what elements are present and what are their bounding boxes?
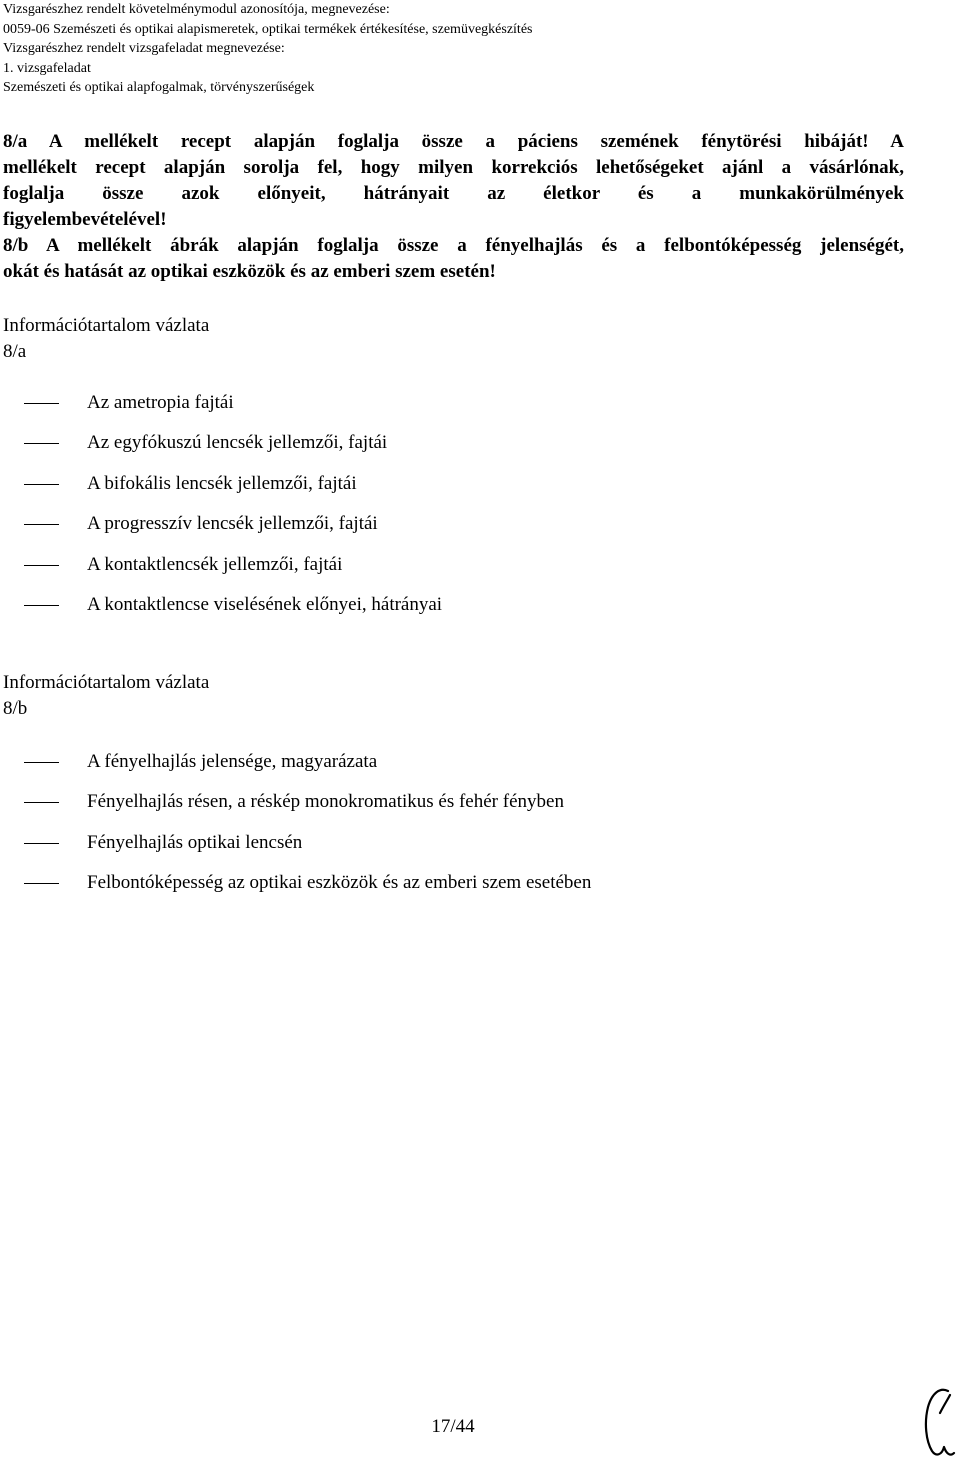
header-line: Szemészeti és optikai alapfogalmak, törvényszerűségek (3, 80, 315, 95)
header-line: Vizsgarészhez rendelt vizsgafeladat megnevezése: (3, 41, 285, 56)
task-8a-line: figyelembevételével! (3, 209, 167, 230)
list-item (0, 830, 940, 870)
task-8a-line: mellékelt recept alapján sorolja fel, hogy milyen korrekciós lehetőségeket ajánl a vásárlónak, (3, 157, 904, 178)
list-item-text: A fényelhajlás jelensége, magyarázata (87, 751, 378, 772)
dash-bullet-icon (24, 403, 59, 404)
list-item-text: A bifokális lencsék jellemzői, fajtái (87, 472, 357, 494)
task-8b-line: 8/b A mellékelt ábrák alapján foglalja össze a fényelhajlás és a felbontóképesség jelenségét, (3, 235, 904, 256)
list-item (0, 749, 940, 789)
list-item (0, 471, 940, 511)
section-a-list (0, 390, 940, 632)
list-item (0, 430, 940, 470)
list-item (0, 592, 940, 632)
list-item-text: Fényelhajlás optikai lencsén (87, 831, 303, 853)
dash-bullet-icon (24, 762, 59, 763)
list-item (0, 390, 940, 430)
section-a-heading: Információtartalom vázlata (3, 315, 210, 336)
section-b-list (0, 749, 940, 911)
header-line: Vizsgarészhez rendelt követelménymodul azonosítója, megnevezése: (3, 2, 390, 17)
list-item-text: A progresszív lencsék jellemzői, fajtái (87, 513, 378, 535)
section-a-label: 8/a (3, 341, 27, 362)
document-header (3, 0, 943, 98)
task-8a-line: 8/a A mellékelt recept alapján foglalja össze a páciens szemének fénytörési hibáját! A (3, 131, 904, 152)
list-item (0, 511, 940, 551)
list-item (0, 870, 940, 910)
list-item-text: A kontaktlencse viselésének előnyei, hátrányai (87, 593, 443, 615)
list-item (0, 789, 940, 829)
task-statement (3, 129, 904, 285)
dash-bullet-icon (24, 605, 59, 606)
dash-bullet-icon (24, 843, 59, 844)
dash-bullet-icon (24, 883, 59, 884)
dash-bullet-icon (24, 484, 59, 485)
list-item-text: A kontaktlencsék jellemzői, fajtái (87, 553, 343, 575)
signature-icon (918, 1383, 958, 1461)
header-line: 1. vizsgafeladat (3, 60, 91, 76)
header-line: 0059-06 Szemészeti és optikai alapismeretek, optikai termékek értékesítése, szemüvegkészítés (3, 21, 533, 37)
section-b-label: 8/b (3, 698, 28, 719)
list-item-text: Felbontóképesség az optikai eszközök és az emberi szem esetében (87, 872, 592, 894)
dash-bullet-icon (24, 565, 59, 566)
list-item-text: Az egyfókuszú lencsék jellemzői, fajtái (87, 432, 388, 454)
dash-bullet-icon (24, 802, 59, 803)
task-8b-line: okát és hatását az optikai eszközök és az emberi szem esetén! (3, 261, 496, 282)
list-item (0, 552, 940, 592)
list-item-text: Az ametropia fajtái (87, 392, 234, 413)
dash-bullet-icon (24, 443, 59, 444)
dash-bullet-icon (24, 524, 59, 525)
list-item-text: Fényelhajlás résen, a réskép monokromatikus és fehér fényben (87, 791, 564, 813)
page-number: 17/44 (431, 1416, 475, 1437)
task-8a-line: foglalja össze azok előnyeit, hátrányait az életkor és a munkakörülmények (3, 183, 904, 204)
section-b-heading: Információtartalom vázlata (3, 672, 210, 693)
